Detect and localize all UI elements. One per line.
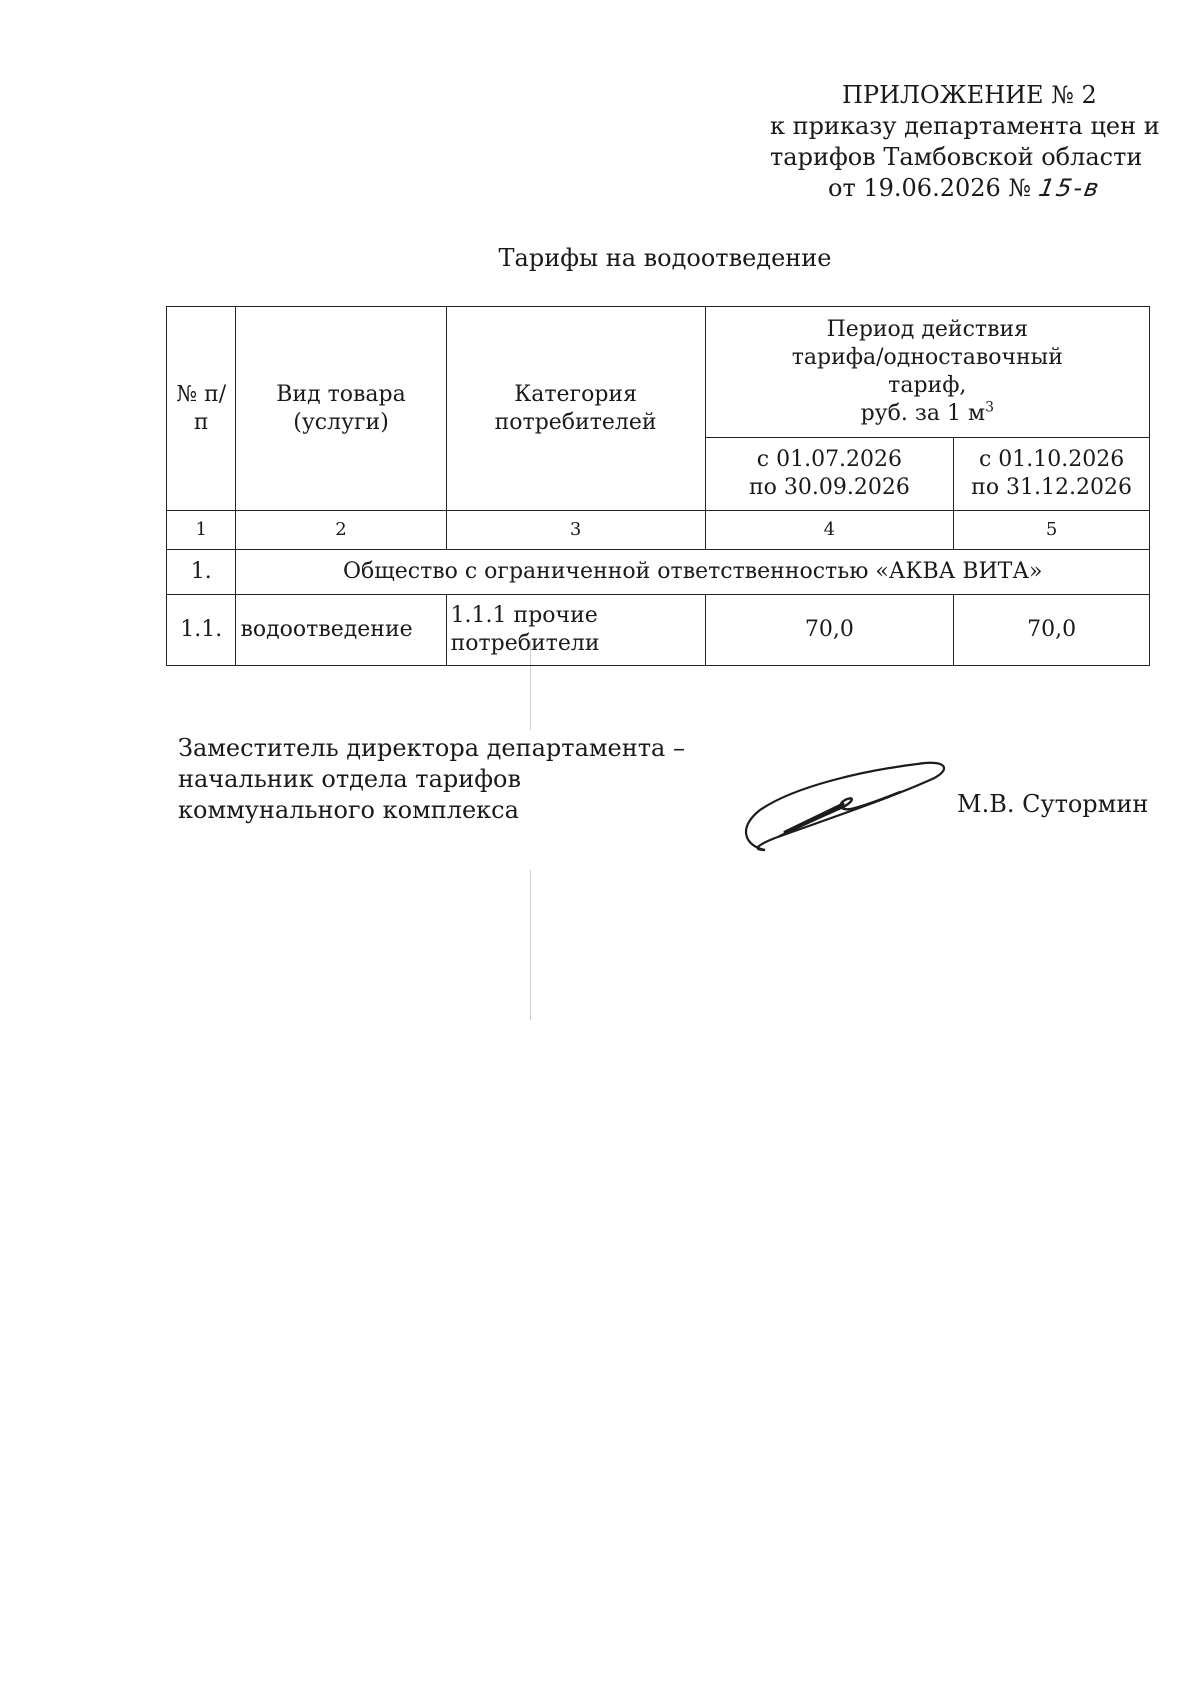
header-num-label: № п/п: [176, 381, 227, 435]
handwritten-signature: [735, 758, 950, 858]
row-num: 1.1.: [167, 595, 236, 666]
header-period: [705, 307, 1149, 438]
organization-num: 1.: [167, 550, 236, 595]
column-index: 4: [705, 511, 954, 550]
header-period-line3: тариф,: [888, 373, 967, 398]
header-period-line2: тарифа/одноставочный: [791, 345, 1063, 370]
header-kind: [236, 307, 446, 511]
signatory-position-line3: коммунального комплекса: [178, 796, 519, 824]
document-title: Тарифы на водоотведение: [498, 244, 832, 272]
header-period-line1: Период действия: [826, 317, 1028, 342]
header-period-line4: [710, 400, 1145, 428]
appendix-date-line: [770, 173, 1130, 204]
organization-row: [167, 550, 1150, 595]
row-category-line2: потребители: [450, 631, 600, 656]
row-kind: водоотведение: [236, 595, 446, 666]
row-tariff-period1: 70,0: [705, 595, 954, 666]
tariff-table: [166, 306, 1150, 666]
header-category: [446, 307, 705, 511]
fold-line-lower: [530, 870, 531, 1020]
header-num: [167, 307, 236, 511]
header-period1: [705, 438, 954, 511]
header-period1-to: по 30.09.2026: [748, 475, 910, 500]
row-tariff-period2: 70,0: [954, 595, 1150, 666]
handwritten-order-number: 15-в: [1036, 174, 1104, 202]
header-category-label: Категория потребителей: [494, 381, 657, 435]
header-period-unit-sup: 3: [985, 399, 994, 416]
header-kind-label: Вид товара (услуги): [276, 381, 406, 435]
header-period2: [954, 438, 1150, 511]
row-category: [446, 595, 705, 666]
header-period-unit: руб. за 1 м: [860, 401, 986, 426]
column-index: 2: [236, 511, 446, 550]
column-index: 1: [167, 511, 236, 550]
header-period2-to: по 31.12.2026: [971, 475, 1133, 500]
column-index: 3: [446, 511, 705, 550]
appendix-title: ПРИЛОЖЕНИЕ № 2: [842, 81, 1097, 109]
signatory-position-line2: начальник отдела тарифов: [178, 765, 521, 793]
column-index-row: [167, 511, 1150, 550]
column-index: 5: [954, 511, 1150, 550]
appendix-order-line: к приказу департамента цен и: [770, 112, 1160, 140]
signatory-name: М.В. Сутормин: [957, 790, 1149, 818]
row-category-line1: 1.1.1 прочие: [450, 603, 598, 628]
appendix-header: [770, 80, 1160, 204]
header-period2-from: с 01.10.2026: [978, 447, 1125, 472]
appendix-date: от 19.06.2026 №: [828, 174, 1032, 202]
signatory-position-line1: Заместитель директора департамента –: [178, 734, 685, 762]
appendix-authority-line: тарифов Тамбовской области: [770, 143, 1143, 171]
header-period1-from: с 01.07.2026: [756, 447, 903, 472]
organization-name: Общество с ограниченной ответственностью «АКВА ВИТА»: [236, 550, 1150, 595]
table-header-row: [167, 307, 1150, 438]
table-row: [167, 595, 1150, 666]
signatory-position: [178, 733, 685, 826]
